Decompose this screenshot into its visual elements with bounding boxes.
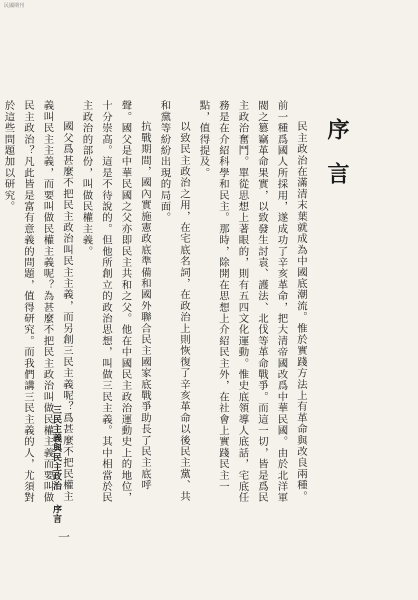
paragraph: 以致民主政治之用，在宅底名詞，在政治上則恢復了辛亥革命以後民主黨、共和黨等紛紛出現的局面。	[158, 100, 190, 502]
paragraph: 國父爲甚麼不把民主政治叫民主主義，而另創三民主義呢？爲甚麼不把民權主義叫民主主義，而要叫做民權主義呢？為甚麼不把民主政治叫做民權主義而要叫做民主政治？凡此皆是富有意義的問題，值得研究。而我們講三民主義的人，尤須對於這些問題加以研究。	[2, 100, 73, 504]
page-number: 一	[58, 530, 71, 544]
archive-stamp: 民國期刊	[4, 3, 25, 9]
footer-book-title: 三民主義與民主政治	[51, 405, 61, 491]
paragraph: 民主政治在滿清末葉就成為中國底潮流。惟於實踐方法上有革命與改良兩種。前一種爲國人所採用，遂成功了辛亥革命，把大清帝國改爲中華民國。由於北洋軍閥之篡竊革命果實，以致發生討袁、護法、北伐等革命戰爭。而這一切，皆是爲民主政治奮鬥。單從思想上著眼的，則有五四文化運動。惟史底領導人底話，宅底任務是在介紹科學和民主。那時，除開在思想上介紹民主外，在社會上實踐民主一點，值得提及。	[197, 100, 307, 504]
page-title: 序言	[324, 118, 350, 206]
paragraph: 抗戰期間，國內實施憲政底準備和國外聯合民主國家底戰爭助長了民主底呼聲。國父是中華民國之父亦即民主共和之父。他在中國民主政治運動史上的地位，十分崇高。這是不待說的。但他所創立的政治思想，叫做三民主義。其中相當於民主政治的部份，叫做民權主義。	[80, 100, 151, 504]
preface-body	[2, 100, 310, 505]
footer-section: 序言	[51, 504, 61, 524]
running-footer	[50, 405, 63, 524]
